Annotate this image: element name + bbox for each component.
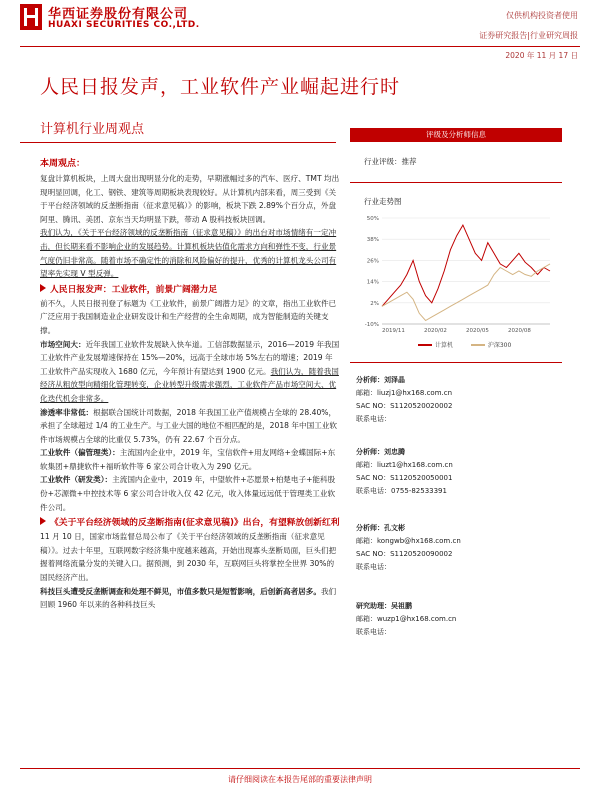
label-management-software: 工业软件（偏管理类）： (40, 448, 120, 458)
analyst-sac: SAC NO：S1120520020002 (356, 402, 453, 410)
text-tech-giants-bold: 科技巨头遭受反垄断调查和处理不鲜见，市值多数只是短暂影响，后创新高者居多。 (40, 586, 321, 596)
bullet-triangle-icon (40, 517, 46, 525)
paragraph-peoples-daily: 前不久，人民日报刊登了标题为《工业软件，前景广阔潜力足》的文章，指出工业软件已广泛应用于我国制造业企业研发设计和生产经营的全生命周期，成为智能制造的关键支撑。 (40, 298, 337, 335)
analyst-block (356, 522, 461, 574)
analyst-title: 分析师： (356, 376, 384, 384)
analyst-phone: 联系电话： (356, 563, 391, 571)
analyst-email[interactable]: 邮箱：kongwb@hx168.com.cn (356, 537, 461, 545)
analyst-email[interactable]: 邮箱：liuzt1@hx168.com.cn (356, 461, 453, 469)
analyst-block (356, 600, 456, 639)
series-line-hs300 (382, 264, 550, 321)
analyst-name: 刘忠腾 (384, 448, 405, 456)
analyst-email[interactable]: 邮箱：wuzp1@hx168.com.cn (356, 615, 457, 623)
analyst-name: 孔文彬 (384, 524, 405, 532)
paragraph-our-view: 我们认为，《关于平台经济领域的反垄断指南（征求意见稿）》的出台对市场情绪有一定冲击，但长期来看不影响企业的发展趋势。计算机板块估值化需求方向和弹性不变，行业景气度仍旧非常高。随着市场不确定性的消除和风险偏好的提升，优秀的计算机龙头公司有望率先实现 V 型反弹。 (40, 228, 337, 279)
sidebar-divider (350, 182, 562, 183)
text-market-space-view: 我们认为，随着我国经济从粗放型向精细化管理转变，企业转型升级需求强烈，工业软件产品市场空间大、优化迭代机会非常多。 (40, 366, 339, 403)
legend-hs300: 沪深300 (487, 342, 512, 349)
analyst-sac: SAC NO：S1120520050001 (356, 474, 453, 482)
bullet-heading-1 (40, 283, 340, 297)
label-penetration: 渗透率非常低： (40, 407, 94, 417)
rating-value: 推荐 (401, 157, 417, 166)
rating-box-title: 评级及分析师信息 (350, 128, 562, 142)
section-label: 本周观点： (40, 159, 86, 169)
y-tick-label: 2% (370, 300, 379, 307)
x-tick-label: 2020/08 (508, 328, 531, 334)
chart-legend (418, 340, 511, 349)
body-column (40, 172, 340, 612)
analyst-sac: SAC NO：S1120520090002 (356, 550, 453, 558)
report-date: 2020 年 11 月 17 日 (505, 51, 578, 60)
analyst-name: 刘泽晶 (384, 376, 405, 384)
rating-label: 行业评级： (364, 157, 402, 166)
audience-note: 仅供机构投资者使用 (506, 11, 578, 20)
legend-swatch-hs300 (471, 344, 485, 346)
text-penetration: 根据联合国统计司数据，2018 年我国工业产值规模占全球的 28.40%，承担了全球超过 1/4 的工业生产。与工业大国的地位不相匹配的是，2018 年中国工业软件市场规模占全球的比重仅 5.73%，仍有 22.67 个百分点。 (40, 407, 337, 444)
analyst-name: 吴祖鹏 (391, 602, 412, 610)
report-type: 证券研究报告|行业研究周报 (479, 31, 578, 40)
trend-chart-label: 行业走势图 (364, 197, 402, 206)
legal-notice[interactable]: 请仔细阅读在本报告尾部的重要法律声明 (228, 775, 372, 784)
paragraph-tech-giants (40, 585, 340, 612)
subtitle-divider (20, 142, 336, 143)
text-management-software: 主流国内企业中，2019 年，宝信软件+用友网络+金蝶国际+东软集团+鼎捷软件+福昕软件等 6 家公司合计收入为 290 亿元。 (40, 448, 336, 471)
analyst-title: 分析师： (356, 524, 384, 532)
industry-rating (364, 156, 417, 167)
y-tick-label: -10% (364, 322, 379, 328)
report-subtitle: 计算机行业周观点 (40, 122, 145, 137)
y-tick-label: 50% (366, 216, 379, 222)
paragraph-management-software (40, 446, 340, 473)
company-name-cn: 华西证券股份有限公司 (48, 7, 189, 22)
paragraph-market-space (40, 338, 340, 406)
analyst-phone: 联系电话：0755-82533391 (356, 487, 447, 495)
series-line-computer (382, 225, 550, 306)
bullet-heading-1-text: 人民日报发声：工业软件，前景广阔潜力足 (50, 284, 218, 295)
text-tech-giants: 我们回顾 1960 年以来的各种科技巨头 (40, 586, 337, 610)
trend-chart (360, 212, 556, 342)
x-tick-label: 2020/02 (424, 328, 447, 334)
text-market-space: 近年我国工业软件发展缺入快车道。工信部数据显示，2016—2019 年我国工业软件产业发展增速保持在 15%—20%，远高于全球市场 5%左右的增速；2019 年工业软件产品实现收入 1680 亿元，今年预计有望达到 1900 亿元。 (40, 339, 340, 376)
sidebar-divider (350, 362, 562, 363)
text-rd-software: 主流国内企业中，2019 年，中望软件+芯愿景+柏楚电子+能科股份+芯源微+中控技术等 6 家公司合计收入仅 42 亿元，收入体量远远低于管理类工业软件公司。 (40, 475, 336, 512)
y-tick-label: 14% (366, 279, 379, 286)
paragraph-penetration (40, 406, 340, 447)
analyst-phone: 联系电话： (356, 415, 391, 423)
analyst-email[interactable]: 邮箱：liuzj1@hx168.com.cn (356, 389, 453, 397)
paragraph-antitrust: 11 月 10 日，国家市场监督总局公布了《关于平台经济领域的反垄断指南（征求意见稿）》。过去十年里，互联网数字经济集中度越来越高，开始出现寡头垄断局面，巨头们把握着网络流量分发的关键入口。据预测，到 2030 年，互联网巨头将掌控全世界 30%的国民经济产出。 (40, 532, 337, 583)
y-tick-label: 38% (366, 237, 379, 244)
legend-swatch-computer (418, 344, 432, 346)
legend-computer: 计算机 (435, 342, 454, 349)
analyst-block (356, 446, 453, 498)
bullet-heading-2 (40, 516, 340, 530)
label-market-space: 市场空间大： (40, 339, 86, 349)
label-rd-software: 工业软件（研发类）： (40, 475, 113, 485)
bullet-triangle-icon (40, 284, 46, 292)
paragraph-rd-software (40, 473, 340, 514)
company-name-en: HUAXI SECURITIES CO.,LTD. (48, 20, 200, 30)
analyst-title: 分析师： (356, 448, 384, 456)
x-tick-label: 2020/05 (466, 328, 489, 334)
y-tick-label: 26% (366, 258, 379, 265)
analyst-title: 研究助理： (356, 602, 391, 610)
paragraph-market-review: 复盘计算机板块，上周大盘出现明显分化的走势，早期涨幅过多的汽车、医疗、TMT 均出现明显回调，化工、钢铁、建筑等周期板块表现较好。从计算机内部来看，周三受到《关于平台经济领域的反垄断指南（征求意见稿）》的影响，板块下跌 2.89%个百分点，外盘阿里、腾讯、美团、京东当天均明显下跌，带动 A 股科技板块回调。 (40, 174, 340, 224)
footer-divider (20, 768, 580, 769)
huaxi-logo-icon (20, 4, 42, 30)
analyst-block (356, 374, 452, 426)
x-tick-label: 2019/11 (382, 328, 405, 334)
header-divider (20, 46, 580, 47)
report-title: 人民日报发声，工业软件产业崛起进行时 (40, 76, 401, 98)
analyst-phone: 联系电话： (356, 628, 391, 636)
bullet-heading-2-text: 《关于平台经济领域的反垄断指南(征求意见稿)》出台，有望释放创新红利 (50, 518, 340, 529)
